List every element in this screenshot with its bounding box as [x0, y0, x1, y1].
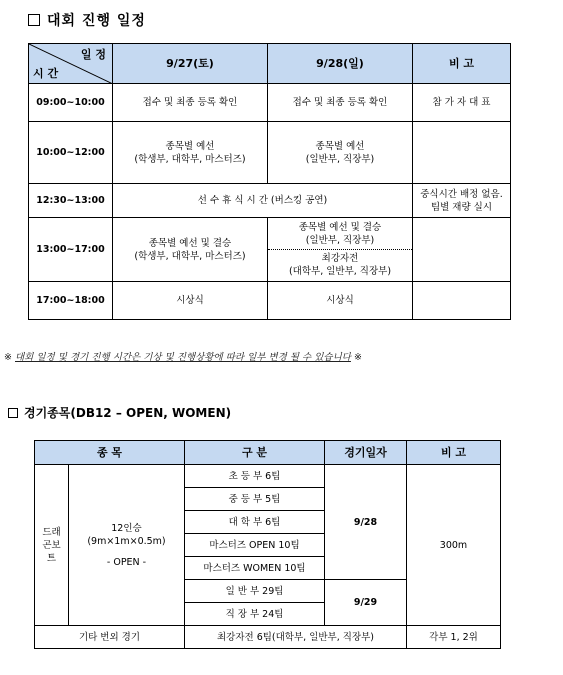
schedule-row — [29, 84, 511, 122]
header-event: 종 목 — [35, 441, 185, 465]
header-note: 비 고 — [413, 44, 511, 84]
schedule-notice — [4, 349, 362, 363]
events-row — [35, 465, 501, 488]
notice-mark-icon: ※ — [353, 352, 362, 363]
header-note: 비 고 — [407, 441, 501, 465]
boat-spec-line: 12인승 — [111, 522, 142, 534]
corner-label-schedule: 일 정 — [80, 48, 106, 61]
day1-cell: 접수 및 최종 등록 확인 — [113, 84, 268, 122]
time-cell: 09:00~10:00 — [29, 84, 113, 122]
day2-line: 최강자전 — [321, 253, 359, 264]
day2-cell — [268, 122, 413, 184]
events-table — [34, 440, 501, 649]
division-cell: 직 장 부 24팀 — [185, 603, 325, 626]
note-line: 팀별 재량 실시 — [430, 201, 493, 213]
schedule-title-text: 대회 진행 일정 — [47, 13, 146, 29]
break-cell: 선 수 휴 식 시 간 (버스킹 공연) — [113, 184, 413, 218]
day1-cell — [113, 122, 268, 184]
boat-spec-line: (9m×1m×0.5m) — [87, 535, 166, 547]
header-date: 경기일자 — [325, 441, 407, 465]
date-cell: 9/28 — [325, 465, 407, 580]
event-name-cell — [35, 465, 69, 626]
extra-note-cell: 각부 1, 2위 — [407, 626, 501, 649]
header-day2: 9/28(일) — [268, 44, 413, 84]
schedule-row — [29, 184, 511, 218]
division-cell: 마스터즈 WOMEN 10팀 — [185, 557, 325, 580]
events-row — [35, 626, 501, 649]
division-cell: 초 등 부 6팀 — [185, 465, 325, 488]
time-cell: 12:30~13:00 — [29, 184, 113, 218]
events-title-text: 경기종목(DB12 – OPEN, WOMEN) — [24, 406, 232, 420]
schedule-row — [29, 282, 511, 320]
extra-event-label: 기타 번외 경기 — [35, 626, 185, 649]
division-cell: 대 학 부 6팀 — [185, 511, 325, 534]
schedule-header-row — [29, 44, 511, 84]
day2-cell — [268, 218, 413, 282]
corner-label-time: 시 간 — [33, 67, 59, 80]
division-cell: 마스터즈 OPEN 10팀 — [185, 534, 325, 557]
schedule-row — [29, 218, 511, 282]
day2-line: 종목별 예선 및 결승 — [298, 222, 382, 233]
schedule-section-title — [28, 10, 146, 30]
day2-line: (대학부, 일반부, 직장부) — [288, 266, 392, 277]
schedule-table — [28, 43, 511, 320]
distance-cell: 300m — [407, 465, 501, 626]
date-cell: 9/29 — [325, 580, 407, 626]
note-cell — [413, 184, 511, 218]
dotted-divider — [268, 249, 412, 250]
events-section-title — [8, 404, 231, 421]
day2-cell: 시상식 — [268, 282, 413, 320]
division-cell: 중 등 부 5팀 — [185, 488, 325, 511]
note-line: 중식시간 배정 없음. — [420, 188, 503, 200]
day1-line: (학생부, 대학부, 마스터즈) — [134, 250, 246, 262]
note-cell — [413, 122, 511, 184]
events-header-row — [35, 441, 501, 465]
day2-line: (일반부, 직장부) — [305, 153, 375, 165]
time-cell: 17:00~18:00 — [29, 282, 113, 320]
schedule-corner-header — [29, 44, 113, 84]
boat-spec-cell — [69, 465, 185, 626]
event-name-line: 곤보 — [42, 539, 61, 551]
schedule-row — [29, 122, 511, 184]
time-cell: 13:00~17:00 — [29, 218, 113, 282]
notice-mark-icon: ※ — [4, 352, 12, 363]
header-day1: 9/27(토) — [113, 44, 268, 84]
note-cell — [413, 218, 511, 282]
event-name-line: 드래 — [42, 526, 61, 538]
day1-line: 종목별 예선 — [165, 140, 215, 152]
extra-division-cell: 최강자전 6팀(대학부, 일반부, 직장부) — [185, 626, 407, 649]
event-name-line: 트 — [46, 552, 57, 564]
day2-line: (일반부, 직장부) — [305, 235, 375, 246]
day1-line: 종목별 예선 및 결승 — [148, 237, 232, 249]
checkbox-square-icon — [8, 408, 18, 418]
time-cell: 10:00~12:00 — [29, 122, 113, 184]
day2-line: 종목별 예선 — [315, 140, 365, 152]
day1-cell — [113, 218, 268, 282]
header-division: 구 분 — [185, 441, 325, 465]
day1-cell: 시상식 — [113, 282, 268, 320]
boat-spec-line: - OPEN - — [106, 556, 147, 568]
note-cell — [413, 282, 511, 320]
division-cell: 일 반 부 29팀 — [185, 580, 325, 603]
day1-line: (학생부, 대학부, 마스터즈) — [134, 153, 246, 165]
day2-cell: 접수 및 최종 등록 확인 — [268, 84, 413, 122]
note-cell: 참 가 자 대 표 — [413, 84, 511, 122]
checkbox-square-icon — [28, 14, 40, 26]
notice-text: 대회 일정 및 경기 진행 시간은 기상 및 진행상황에 따라 일부 변경 될 수 있습니다 — [15, 352, 351, 363]
